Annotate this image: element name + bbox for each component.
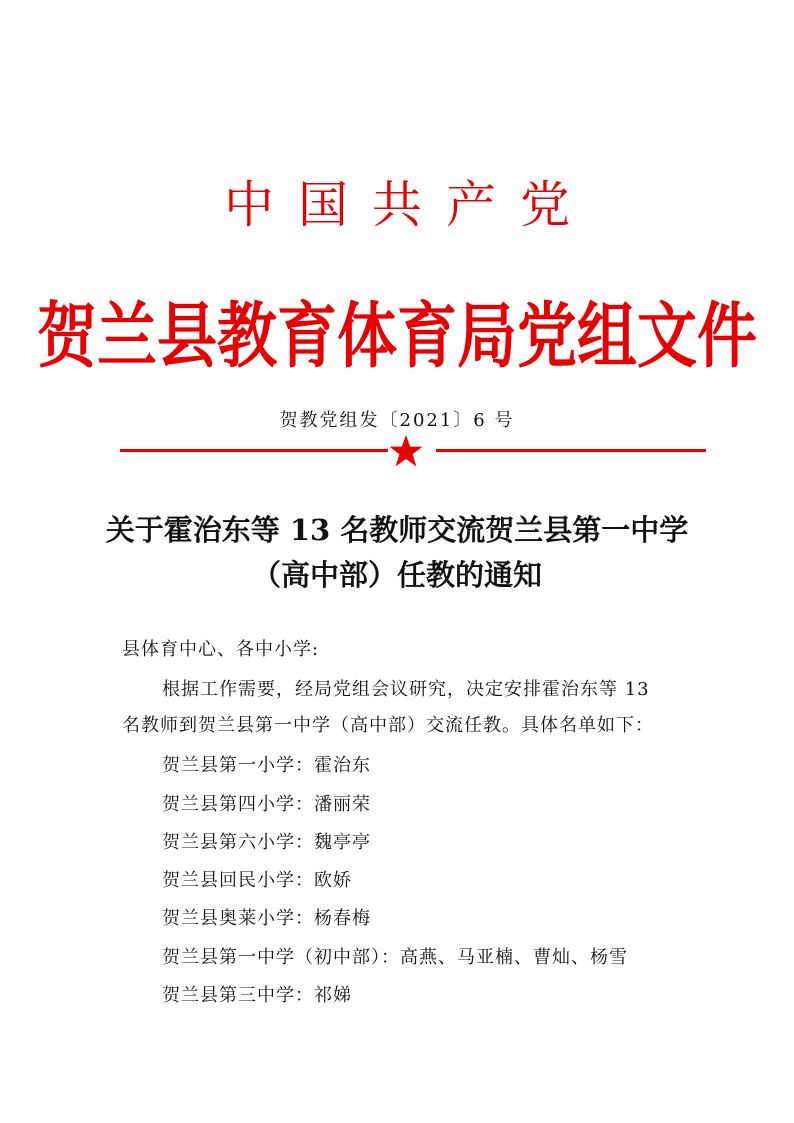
list-item: 贺兰县第三中学：祁娣 — [162, 985, 352, 1006]
list-item: 贺兰县第六小学：魏亭亭 — [162, 832, 371, 853]
notice-title-line-1: 关于霍治东等 13 名教师交流贺兰县第一中学 — [105, 513, 689, 547]
star-icon — [389, 434, 423, 468]
red-divider-right — [436, 449, 706, 452]
addressee: 县体育中心、各中小学: — [122, 639, 320, 660]
issuer-party-header: 中国共产党 — [224, 176, 594, 234]
list-item: 贺兰县第四小学：潘丽荣 — [162, 794, 371, 815]
notice-title-line-2: （高中部）任教的通知 — [251, 558, 542, 592]
body-paragraph-line-1: 根据工作需要，经局党组会议研究，决定安排霍治东等 13 — [162, 679, 650, 700]
issuer-office-header: 贺兰县教育体育局党组文件 — [37, 295, 757, 379]
red-divider-left — [120, 449, 388, 452]
list-item: 贺兰县第一中学（初中部）：高燕、马亚楠、曹灿、杨雪 — [162, 947, 628, 968]
list-item: 贺兰县回民小学：欧娇 — [162, 870, 352, 891]
list-item: 贺兰县第一小学：霍治东 — [162, 755, 371, 776]
list-item: 贺兰县奥莱小学：杨春梅 — [162, 908, 371, 929]
body-paragraph-line-2: 名教师到贺兰县第一中学（高中部）交流任教。具体名单如下： — [122, 715, 654, 736]
document-number: 贺教党组发〔2021〕6 号 — [279, 410, 515, 431]
